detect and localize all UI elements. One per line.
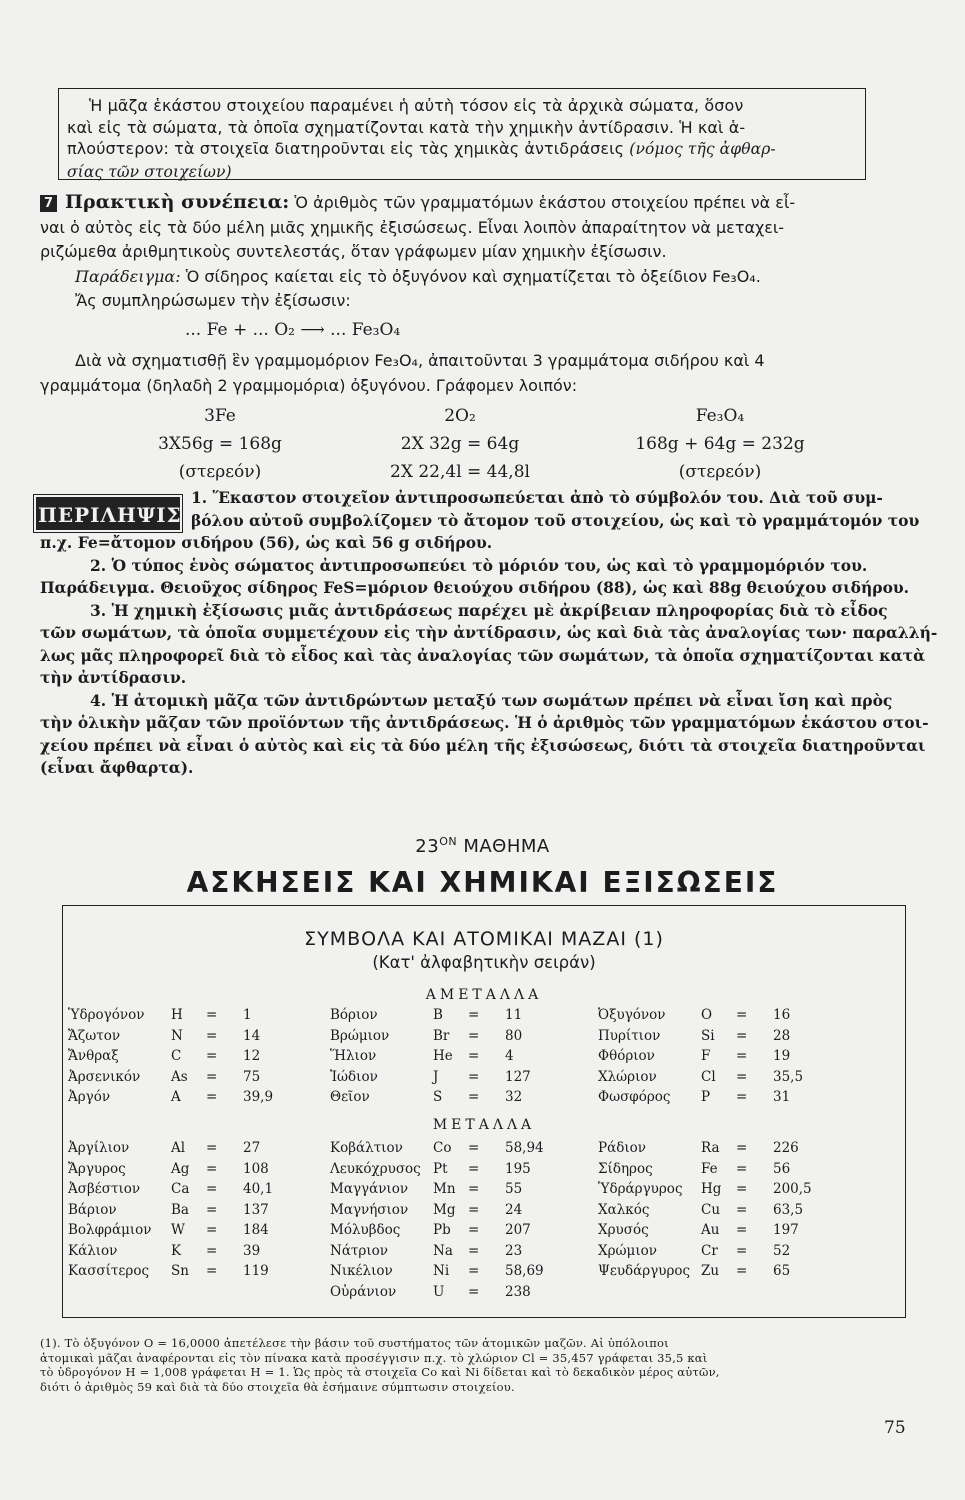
equals-sign: = [468, 1263, 480, 1279]
summary-text [40, 487, 938, 780]
summary-line: 4. Ἡ ἀτομικὴ μᾶζα τῶν ἀντιδρώντων μεταξύ των σωμάτων πρέπει νὰ εἶναι ἴση καὶ πρὸς [90, 690, 893, 710]
complete-line: Ἄς συμπληρώσωμεν τὴν ἐξίσωσιν: [75, 291, 351, 310]
element-symbol: Ca [171, 1181, 190, 1197]
element-symbol: Cl [701, 1068, 716, 1085]
summary-line: (εἶναι ἄφθαρτα). [40, 758, 194, 777]
equals-sign: = [206, 1242, 218, 1259]
atomic-mass: 19 [773, 1048, 791, 1064]
element-symbol: As [171, 1068, 188, 1085]
element-symbol: O [701, 1007, 713, 1023]
element-row [68, 1028, 898, 1049]
atomic-mass: 1 [243, 1007, 252, 1023]
element-name: Σίδηρος [598, 1160, 653, 1177]
element-name: Οὐράνιον [330, 1283, 397, 1300]
summary-line: Παράδειγμα. Θειοῦχος σίδηρος FeS=μόριον θειούχου σιδήρου (88), ὡς καὶ 88g θειούχου σιδήρου. [40, 578, 910, 597]
atomic-mass-table [62, 905, 906, 1318]
equals-sign: = [468, 1283, 480, 1300]
atomic-mass: 207 [505, 1222, 531, 1238]
equals-sign: = [736, 1027, 748, 1044]
element-name: Χλώριον [598, 1068, 657, 1085]
element-name: Χρυσός [598, 1222, 649, 1238]
equals-sign: = [468, 1242, 480, 1259]
element-row [68, 1202, 898, 1223]
table-title: ΣΥΜΒΟΛΑ ΚΑΙ ΑΤΟΜΙΚΑΙ ΜΑΖΑΙ (1) [304, 928, 664, 950]
equals-sign: = [206, 1201, 218, 1218]
atomic-mass: 58,94 [505, 1140, 544, 1156]
element-name: Ἄζωτον [68, 1027, 121, 1044]
element-symbol: Mg [433, 1201, 456, 1218]
equation: ... Fe + ... O₂ ⟶ ... Fe₃O₄ [185, 320, 401, 340]
equals-sign: = [736, 1140, 748, 1156]
atomic-mass: 31 [773, 1089, 791, 1105]
atomic-mass: 137 [243, 1201, 269, 1218]
summary-badge: ΠΕΡΙΛΗΨΙΣ [36, 497, 180, 530]
formula: 3Fe [204, 406, 236, 426]
element-name: Μαγγάνιον [330, 1181, 409, 1197]
equals-sign: = [206, 1027, 218, 1044]
mass: 3X56g = 168g [158, 434, 282, 454]
equals-sign: = [736, 1222, 748, 1238]
group-metals-heading: ΜΕΤΑΛΛΑ [432, 1117, 536, 1133]
element-symbol: Cr [701, 1242, 718, 1259]
equals-sign: = [206, 1160, 218, 1177]
calc-column-oxide [610, 402, 830, 486]
atomic-mass: 28 [773, 1027, 791, 1044]
section-heading: Πρακτικὴ συνέπεια: [65, 191, 290, 213]
element-name: Ψευδάργυρος [598, 1263, 691, 1279]
atomic-mass: 127 [505, 1068, 531, 1085]
formula: 2O₂ [444, 406, 476, 426]
element-symbol: Ba [171, 1201, 189, 1218]
element-name: Μαγνήσιον [330, 1201, 409, 1218]
element-symbol: C [171, 1048, 182, 1064]
element-name: Ἥλιον [330, 1048, 377, 1064]
atomic-mass: 65 [773, 1263, 791, 1279]
equals-sign: = [468, 1181, 480, 1197]
law-note: σίας τῶν στοιχείων) [67, 162, 232, 181]
calc-column-oxygen [340, 402, 580, 486]
volume: 2X 22,4l = 44,8l [390, 462, 530, 482]
element-name: Φωσφόρος [598, 1089, 671, 1105]
element-row [68, 1181, 898, 1202]
element-symbol: F [701, 1048, 711, 1064]
equals-sign: = [736, 1263, 748, 1279]
element-symbol: Co [433, 1140, 452, 1156]
summary-line: 1. Ἕκαστον στοιχεῖον ἀντιπροσωπεύεται ἀπὸ τὸ σύμβολόν του. Διὰ τοῦ συμ- [191, 488, 883, 507]
equals-sign: = [468, 1201, 480, 1218]
summary-line: χείου πρέπει νὰ εἶναι ὁ αὐτὸς καὶ εἰς τὰ δύο μέλη τῆς ἐξισώσεως, διότι τὰ στοιχεῖα διατηροῦνται [40, 735, 926, 755]
element-symbol: Cu [701, 1201, 721, 1218]
atomic-mass: 16 [773, 1007, 791, 1023]
element-name: Ἄργυρος [68, 1160, 126, 1177]
element-symbol: Ag [171, 1160, 190, 1177]
lesson-number: 23 [415, 836, 440, 857]
element-row [68, 1069, 898, 1090]
footnote [40, 1336, 910, 1394]
equals-sign: = [736, 1007, 748, 1023]
mass: 2X 32g = 64g [400, 434, 520, 454]
metals-grid [68, 1140, 898, 1304]
section-text: ναι ὁ αὐτὸς εἰς τὰ δύο μέλη μιᾶς χημικῆς ἐξισώσεως. Εἶναι λοιπὸν ἀπαραίτητον νὰ μεταχει- [40, 217, 785, 237]
element-name: Κοβάλτιον [330, 1140, 403, 1156]
example-label: Παράδειγμα: [75, 266, 181, 286]
equals-sign: = [468, 1027, 480, 1044]
equals-sign: = [206, 1222, 218, 1238]
element-name: Κασσίτερος [68, 1263, 150, 1279]
section-text: Ὁ ἀριθμὸς τῶν γραμματόμων ἑκάστου στοιχείου πρέπει νὰ εἶ- [294, 193, 796, 212]
atomic-mass: 32 [505, 1089, 523, 1105]
element-symbol: S [433, 1089, 443, 1105]
explanation [40, 350, 910, 396]
atomic-mass: 195 [505, 1160, 531, 1177]
element-symbol: Al [171, 1140, 186, 1156]
element-row [68, 1222, 898, 1243]
element-name: Χρώμιον [598, 1242, 657, 1259]
equals-sign: = [206, 1089, 218, 1105]
summary-line: βόλου αὐτοῦ συμβολίζομεν τὸ ἄτομον τοῦ στοιχείου, ὡς καὶ τὸ γραμμάτομόν του [191, 510, 920, 530]
section-text: ριζώμεθα ἀριθμητικοὺς συντελεστάς, ὅταν γράφωμεν μίαν χημικὴν ἐξίσωσιν. [40, 242, 667, 261]
element-row [68, 1140, 898, 1161]
atomic-mass: 35,5 [773, 1068, 804, 1085]
explain-line: Διὰ νὰ σχηματισθῇ ἓν γραμμομόριον Fe₃O₄, ἀπαιτοῦνται 3 γραμμάτομα σιδήρου καὶ 4 [75, 351, 765, 370]
element-name: Κάλιον [68, 1242, 118, 1259]
law-line: Ἡ μᾶζα ἑκάστου στοιχείου παραμένει ἡ αὐτὴ τόσον εἰς τὰ ἀρχικὰ σώματα, ὅσον [89, 96, 744, 115]
equals-sign: = [206, 1140, 218, 1156]
atomic-mass: 63,5 [773, 1201, 804, 1218]
atomic-mass: 24 [505, 1201, 523, 1218]
equals-sign: = [468, 1068, 480, 1085]
element-symbol: H [171, 1007, 183, 1023]
element-symbol: Br [433, 1027, 450, 1044]
summary-line: τὴν ὁλικὴν μᾶζαν τῶν προϊόντων τῆς ἀντιδράσεως. Ἡ ὁ ἀριθμὸς τῶν γραμματόμων ἑκάστου στοι- [40, 713, 929, 732]
atomic-mass: 238 [505, 1283, 531, 1300]
atomic-mass: 200,5 [773, 1181, 812, 1197]
element-row [68, 1007, 898, 1028]
element-symbol: A [171, 1089, 181, 1105]
element-symbol: Ni [433, 1263, 450, 1279]
nonmetals-grid [68, 1007, 898, 1110]
element-symbol: N [171, 1027, 183, 1044]
element-name: Βρώμιον [330, 1027, 390, 1044]
example-text: Ὁ σίδηρος καίεται εἰς τὸ ὀξυγόνον καὶ σχηματίζεται τὸ ὀξείδιον Fe₃O₄. [185, 266, 761, 286]
equals-sign: = [468, 1007, 480, 1023]
atomic-mass: 197 [773, 1222, 799, 1238]
atomic-mass: 39,9 [243, 1089, 274, 1105]
equals-sign: = [736, 1181, 748, 1197]
element-name: Πυρίτιον [598, 1027, 661, 1044]
element-symbol: Fe [701, 1160, 718, 1177]
element-name: Χαλκός [598, 1201, 650, 1218]
atomic-mass: 12 [243, 1048, 261, 1064]
equals-sign: = [736, 1160, 748, 1177]
element-symbol: He [433, 1048, 453, 1064]
element-symbol: Pb [433, 1222, 451, 1238]
atomic-mass: 119 [243, 1263, 269, 1279]
explain-line: γραμμάτομα (δηλαδὴ 2 γραμμομόρια) ὀξυγόνου. Γράφομεν λοιπόν: [40, 375, 578, 395]
lesson-word: ΜΑΘΗΜΑ [463, 836, 550, 857]
table-subtitle: (Κατ' ἀλφαβητικὴν σειράν) [372, 953, 596, 972]
element-name: Ὑδράργυρος [598, 1181, 683, 1197]
element-symbol: Sn [171, 1263, 189, 1279]
element-name: Μόλυβδος [330, 1222, 401, 1238]
lesson-heading [0, 835, 965, 857]
element-name: Νικέλιον [330, 1263, 393, 1279]
element-row [68, 1089, 898, 1110]
equals-sign: = [468, 1160, 480, 1177]
element-name: Νάτριον [330, 1242, 388, 1259]
element-row [68, 1284, 898, 1305]
atomic-mass: 108 [243, 1160, 269, 1177]
equals-sign: = [468, 1140, 480, 1156]
element-symbol: Na [433, 1242, 453, 1259]
calc-column-iron [120, 402, 320, 486]
element-name: Θεῖον [330, 1089, 370, 1105]
element-symbol: Pt [433, 1160, 448, 1177]
element-symbol: Au [701, 1222, 720, 1238]
element-symbol: K [171, 1242, 182, 1259]
element-symbol: B [433, 1007, 443, 1023]
equals-sign: = [206, 1181, 218, 1197]
element-symbol: U [433, 1283, 445, 1300]
atomic-mass: 80 [505, 1027, 523, 1044]
atomic-mass: 58,69 [505, 1263, 544, 1279]
page-number: 75 [884, 1418, 906, 1438]
equals-sign: = [736, 1242, 748, 1259]
atomic-mass: 23 [505, 1242, 523, 1259]
equals-sign: = [206, 1263, 218, 1279]
element-name: Λευκόχρυσος [330, 1160, 421, 1177]
footnote-line: τὸ ὑδρογόνον H = 1,008 γράφεται H = 1. Ὡς πρὸς τὰ στοιχεῖα Co καὶ Ni δίδεται καὶ τὸ δεκαδικὸν μέρος αὐτῶν, [40, 1365, 720, 1379]
element-name: Ἰώδιον [330, 1068, 378, 1085]
atomic-mass: 4 [505, 1048, 514, 1064]
element-symbol: Zu [701, 1263, 720, 1279]
element-symbol: W [171, 1222, 185, 1238]
equals-sign: = [206, 1007, 218, 1023]
element-name: Ἀργόν [68, 1089, 111, 1105]
element-name: Βάριον [68, 1201, 117, 1218]
element-symbol: Hg [701, 1181, 722, 1197]
footnote-line: διότι ὁ ἀριθμὸς 59 καὶ διὰ τὰ δύο στοιχεῖα θὰ ἐσήμαινε σύμπτωσιν στοιχείου. [40, 1379, 515, 1394]
element-name: Βολφράμιον [68, 1222, 152, 1238]
element-row [68, 1048, 898, 1069]
element-symbol: Si [701, 1027, 715, 1044]
lesson-suffix: ΟΝ [439, 835, 458, 848]
element-name: Ἀσβέστιον [68, 1181, 141, 1197]
atomic-mass: 184 [243, 1222, 269, 1238]
equals-sign: = [206, 1048, 218, 1064]
element-symbol: J [433, 1068, 439, 1085]
atomic-mass: 55 [505, 1181, 523, 1197]
equals-sign: = [736, 1201, 748, 1218]
atomic-mass: 27 [243, 1140, 261, 1156]
summary-line: λως μᾶς πληροφορεῖ διὰ τὸ εἶδος καὶ τὰς ἀναλογίας τῶν σωμάτων, τὰ ὁποῖα σχηματίζονται κατὰ [40, 645, 926, 665]
atomic-mass: 40,1 [243, 1181, 274, 1197]
equals-sign: = [736, 1068, 748, 1085]
element-symbol: P [701, 1089, 711, 1105]
atomic-mass: 39 [243, 1242, 261, 1259]
element-name: Ἀργίλιον [68, 1140, 130, 1156]
element-name: Φθόριον [598, 1048, 655, 1064]
summary-line: 2. Ὁ τύπος ἑνὸς σώματος ἀντιπροσωπεύει τὸ μόριόν του, ὡς καὶ τὸ γραμμομόριόν του. [90, 555, 868, 575]
atomic-mass: 226 [773, 1140, 799, 1156]
section-number: 7 [40, 195, 57, 212]
summary-line: 3. Ἡ χημικὴ ἐξίσωσις μιᾶς ἀντιδράσεως παρέχει μὲ ἀκρίβειαν πληροφορίας διὰ τὸ εἶδος [90, 600, 888, 620]
equals-sign: = [206, 1068, 218, 1085]
atomic-mass: 11 [505, 1007, 523, 1023]
summary-line: π.χ. Fe=ἄτομον σιδήρου (56), ὡς καὶ 56 g σιδήρου. [40, 533, 493, 552]
summary-line: τὴν ἀντίδρασιν. [40, 668, 187, 687]
section-practical [40, 192, 910, 312]
equals-sign: = [468, 1222, 480, 1238]
footnote-line: (1). Τὸ ὀξυγόνον O = 16,0000 ἀπετέλεσε τὴν βάσιν τοῦ συστήματος τῶν ἀτομικῶν μαζῶν. Αἱ ὑπόλοιποι [40, 1336, 669, 1350]
state: (στερεόν) [678, 462, 762, 482]
law-line: καὶ εἰς τὰ σώματα, τὰ ὁποῖα σχηματίζονται κατὰ τὴν χημικὴν ἀντίδρασιν. Ἡ καὶ ἁ- [67, 117, 746, 137]
element-name: Ράδιον [598, 1140, 646, 1156]
formula: Fe₃O₄ [695, 406, 745, 426]
element-name: Ὑδρογόνον [68, 1007, 145, 1023]
mass: 168g + 64g = 232g [635, 434, 805, 454]
atomic-mass: 75 [243, 1068, 261, 1085]
element-symbol: Ra [701, 1140, 720, 1156]
page-title: ΑΣΚΗΣΕΙΣ ΚΑΙ ΧΗΜΙΚΑΙ ΕΞΙΣΩΣΕΙΣ [186, 866, 779, 899]
element-name: Ἀρσενικόν [68, 1068, 141, 1085]
element-symbol: Mn [433, 1181, 456, 1197]
footnote-line: ἀτομικαὶ μᾶζαι ἀναφέρονται εἰς τὸν πίνακα κατὰ προσέγγισιν π.χ. τὸ χλώριον Cl = 35,457 γράφεται 35,5 καὶ [40, 1350, 708, 1365]
atomic-mass: 56 [773, 1160, 791, 1177]
equals-sign: = [468, 1089, 480, 1105]
equals-sign: = [736, 1089, 748, 1105]
law-box [58, 88, 866, 180]
atomic-mass: 52 [773, 1242, 791, 1259]
element-row [68, 1263, 898, 1284]
element-name: Ὀξυγόνον [598, 1007, 666, 1023]
element-name: Ἄνθραξ [68, 1048, 119, 1064]
equals-sign: = [736, 1048, 748, 1064]
element-row [68, 1161, 898, 1182]
summary-line: τῶν σωμάτων, τὰ ὁποῖα συμμετέχουν εἰς τὴν ἀντίδρασιν, ὡς καὶ διὰ τὰς ἀναλογίας των· παραλλή- [40, 623, 938, 642]
law-note: (νόμος τῆς ἀφθαρ- [629, 140, 776, 158]
group-nonmetals-heading: ΑΜΕΤΑΛΛΑ [425, 987, 543, 1003]
element-row [68, 1243, 898, 1264]
atomic-mass: 14 [243, 1027, 261, 1044]
law-line: πλούστερον: τὰ στοιχεῖα διατηροῦνται εἰς τὰς χημικὰς ἀντιδράσεις [67, 139, 625, 158]
state: (στερεόν) [178, 462, 262, 482]
element-name: Βόριον [330, 1007, 378, 1023]
equals-sign: = [468, 1048, 480, 1064]
